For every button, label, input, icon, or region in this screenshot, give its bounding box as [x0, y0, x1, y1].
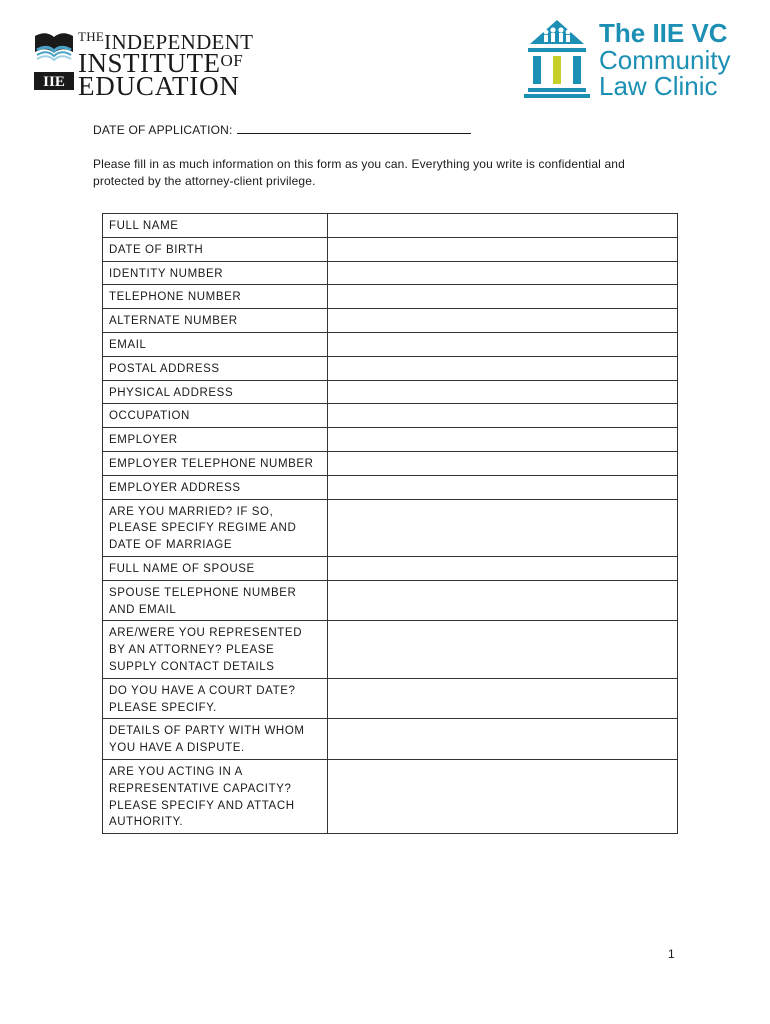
form-field-label: IDENTITY NUMBER [103, 261, 328, 285]
form-field-input[interactable] [328, 309, 678, 333]
form-field-label: EMPLOYER TELEPHONE NUMBER [103, 451, 328, 475]
form-field-input[interactable] [328, 428, 678, 452]
iie-logo-line2: $INSTITUTE^{OF}$ [78, 48, 244, 78]
form-field-label: ARE/WERE YOU REPRESENTED BY AN ATTORNEY? PLEASE SUPPLY CONTACT DETAILS [103, 621, 328, 678]
form-row [103, 380, 678, 404]
form-field-input[interactable] [328, 356, 678, 380]
form-field-label: DO YOU HAVE A COURT DATE? PLEASE SPECIFY. [103, 678, 328, 719]
page-number: 1 [668, 947, 675, 961]
form-row [103, 309, 678, 333]
iie-logo [34, 26, 284, 101]
date-of-application [93, 122, 471, 137]
form-field-input[interactable] [328, 719, 678, 760]
form-field-label: SPOUSE TELEPHONE NUMBER AND EMAIL [103, 580, 328, 621]
iie-logo-line3: EDUCATION [78, 71, 240, 101]
form-row [103, 621, 678, 678]
form-field-label: FULL NAME OF SPOUSE [103, 556, 328, 580]
form-row [103, 759, 678, 833]
form-row [103, 214, 678, 238]
form-field-input[interactable] [328, 285, 678, 309]
form-row [103, 428, 678, 452]
form-row [103, 356, 678, 380]
form-row [103, 451, 678, 475]
form-field-label: ARE YOU ACTING IN A REPRESENTATIVE CAPACITY? PLEASE SPECIFY AND ATTACH AUTHORITY. [103, 759, 328, 833]
form-field-label: DATE OF BIRTH [103, 237, 328, 261]
form-row [103, 678, 678, 719]
form-field-label: POSTAL ADDRESS [103, 356, 328, 380]
form-row [103, 556, 678, 580]
form-field-input[interactable] [328, 214, 678, 238]
form-field-label: EMPLOYER ADDRESS [103, 475, 328, 499]
form-row [103, 404, 678, 428]
form-field-label: DETAILS OF PARTY WITH WHOM YOU HAVE A DISPUTE. [103, 719, 328, 760]
form-field-input[interactable] [328, 237, 678, 261]
form-field-input[interactable] [328, 759, 678, 833]
form-field-input[interactable] [328, 580, 678, 621]
intro-paragraph: Please fill in as much information on this form as you can. Everything you write is confidential and protected by the attorney-client privilege. [93, 157, 625, 188]
form-row [103, 580, 678, 621]
form-row [103, 332, 678, 356]
form-field-input[interactable] [328, 332, 678, 356]
form-field-label: OCCUPATION [103, 404, 328, 428]
form-field-input[interactable] [328, 678, 678, 719]
clinic-logo-line2: Community [599, 45, 731, 75]
form-row [103, 499, 678, 556]
date-of-application-label: DATE OF APPLICATION: [93, 123, 233, 137]
form-field-label: ALTERNATE NUMBER [103, 309, 328, 333]
form-field-label: PHYSICAL ADDRESS [103, 380, 328, 404]
form-row [103, 475, 678, 499]
form-field-input[interactable] [328, 621, 678, 678]
form-field-input[interactable] [328, 451, 678, 475]
form-row [103, 261, 678, 285]
iie-book-icon [34, 28, 74, 90]
form-field-label: EMPLOYER [103, 428, 328, 452]
form-field-input[interactable] [328, 404, 678, 428]
form-row [103, 285, 678, 309]
iie-logo-line1: $^{THE}$INDEPENDENT [78, 29, 254, 54]
form-field-input[interactable] [328, 499, 678, 556]
law-clinic-logo [522, 18, 762, 102]
form-field-input[interactable] [328, 380, 678, 404]
form-field-input[interactable] [328, 475, 678, 499]
clinic-logo-line3: Law Clinic [599, 71, 718, 101]
form-field-label: TELEPHONE NUMBER [103, 285, 328, 309]
form-field-input[interactable] [328, 261, 678, 285]
application-form-table [102, 213, 678, 834]
form-row [103, 719, 678, 760]
svg-text:IIE: IIE [43, 74, 65, 90]
clinic-logo-line1: The IIE VC [599, 18, 728, 48]
form-field-input[interactable] [328, 556, 678, 580]
form-row [103, 237, 678, 261]
form-field-label: FULL NAME [103, 214, 328, 238]
form-field-label: EMAIL [103, 332, 328, 356]
form-field-label: ARE YOU MARRIED? IF SO, PLEASE SPECIFY REGIME AND DATE OF MARRIAGE [103, 499, 328, 556]
date-of-application-field[interactable] [237, 122, 471, 134]
courthouse-family-icon [522, 18, 592, 98]
